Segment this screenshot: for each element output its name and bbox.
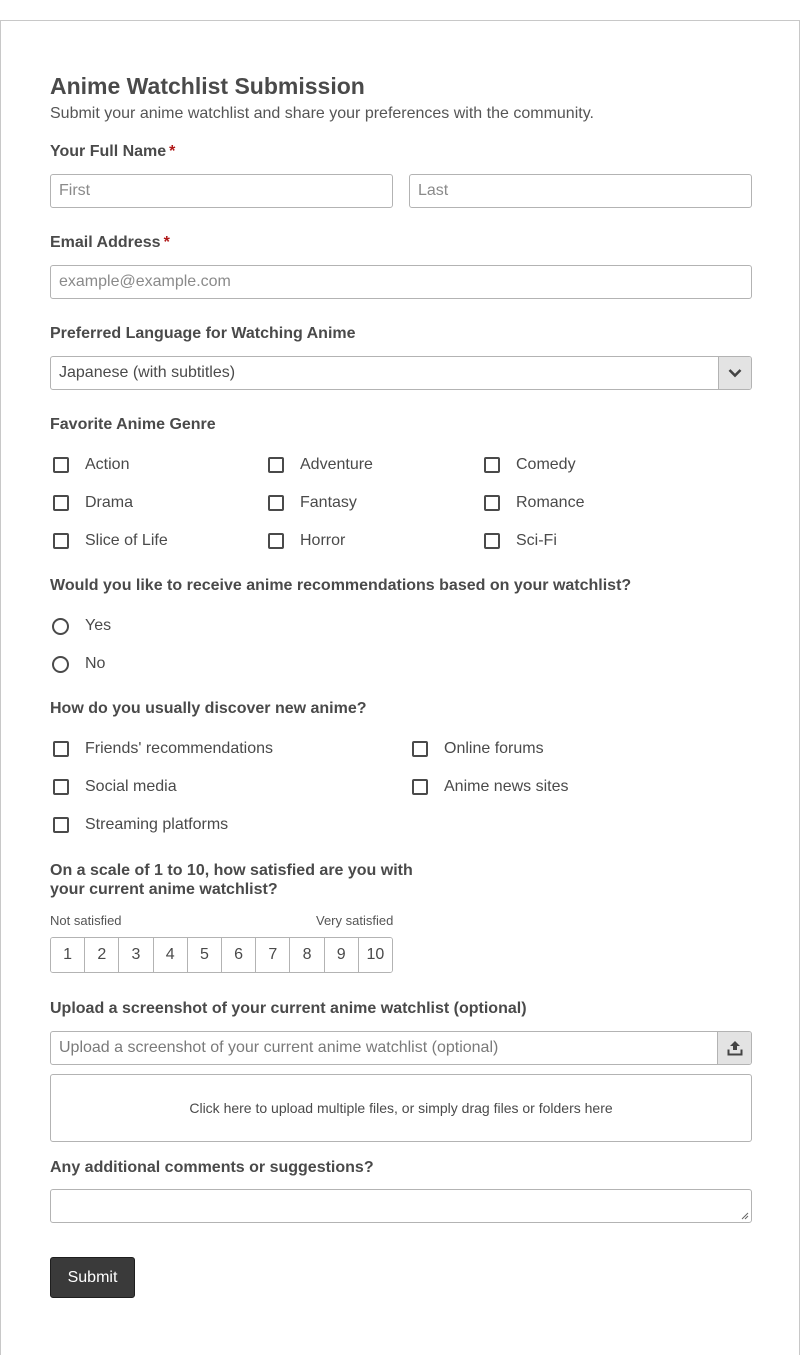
chevron-down-icon[interactable] [718, 357, 751, 389]
discover-label: How do you usually discover new anime? [50, 700, 367, 717]
option-label: Horror [300, 532, 346, 549]
discover-option-social-media[interactable] [53, 776, 177, 798]
scale-option-5[interactable]: 5 [188, 938, 222, 972]
radio-button[interactable] [52, 618, 69, 635]
checkbox[interactable] [484, 495, 500, 511]
scale-option-6[interactable]: 6 [222, 938, 256, 972]
checkbox[interactable] [484, 457, 500, 473]
form-container [0, 20, 800, 1355]
last-name-input[interactable] [409, 174, 752, 208]
checkbox[interactable] [53, 741, 69, 757]
comments-textarea[interactable] [50, 1189, 752, 1223]
scale-option-7[interactable]: 7 [256, 938, 290, 972]
scale-max-label: Very satisfied [316, 913, 394, 928]
satisfaction-label-line: your current anime watchlist? [50, 881, 278, 898]
option-label: Comedy [516, 456, 576, 473]
option-label: Yes [85, 617, 112, 634]
option-label: No [85, 655, 106, 672]
genre-option-romance[interactable] [484, 492, 584, 514]
option-label: Sci-Fi [516, 532, 557, 549]
upload-placeholder: Upload a screenshot of your current anime watchlist (optional) [59, 1039, 499, 1056]
form-subtitle: Submit your anime watchlist and share your preferences with the community. [50, 105, 594, 122]
satisfaction-scale [50, 937, 393, 973]
form-title: Anime Watchlist Submission [50, 73, 365, 99]
upload-label: Upload a screenshot of your current anime watchlist (optional) [50, 1000, 527, 1017]
scale-option-8[interactable]: 8 [290, 938, 324, 972]
genre-label: Favorite Anime Genre [50, 416, 216, 433]
scale-option-10[interactable]: 10 [359, 938, 392, 972]
genre-option-slice-of-life[interactable] [53, 530, 168, 552]
language-selected-value: Japanese (with subtitles) [59, 364, 236, 381]
option-label: Streaming platforms [85, 816, 229, 833]
option-label: Adventure [300, 456, 373, 473]
submit-button[interactable]: Submit [50, 1257, 135, 1298]
checkbox[interactable] [53, 533, 69, 549]
full-name-label [50, 143, 175, 161]
genre-option-fantasy[interactable] [268, 492, 357, 514]
checkbox[interactable] [53, 779, 69, 795]
discover-option-online-forums[interactable] [412, 738, 544, 760]
checkbox[interactable] [53, 817, 69, 833]
checkbox[interactable] [53, 495, 69, 511]
recommendations-option-yes[interactable] [52, 615, 111, 637]
checkbox[interactable] [412, 779, 428, 795]
option-label: Anime news sites [444, 778, 569, 795]
upload-icon[interactable] [717, 1032, 751, 1064]
scale-option-9[interactable]: 9 [325, 938, 359, 972]
scale-min-label: Not satisfied [50, 913, 122, 928]
genre-option-sci-fi[interactable] [484, 530, 557, 552]
file-dropzone[interactable]: Click here to upload multiple files, or simply drag files or folders here [50, 1074, 752, 1142]
checkbox[interactable] [268, 533, 284, 549]
required-mark: * [163, 234, 170, 251]
genre-option-drama[interactable] [53, 492, 133, 514]
scale-option-2[interactable]: 2 [85, 938, 119, 972]
checkbox[interactable] [268, 495, 284, 511]
discover-option-friends[interactable] [53, 738, 273, 760]
resize-grip-icon[interactable] [741, 1212, 749, 1220]
email-label [50, 234, 170, 252]
checkbox[interactable] [268, 457, 284, 473]
comments-label: Any additional comments or suggestions? [50, 1159, 374, 1176]
option-label: Fantasy [300, 494, 357, 511]
checkbox[interactable] [53, 457, 69, 473]
option-label: Romance [516, 494, 585, 511]
required-mark: * [169, 143, 176, 160]
genre-option-action[interactable] [53, 454, 129, 476]
discover-option-anime-news[interactable] [412, 776, 569, 798]
language-select[interactable] [50, 356, 752, 390]
email-label-text: Email Address [50, 234, 161, 251]
option-label: Social media [85, 778, 177, 795]
scale-option-4[interactable]: 4 [154, 938, 188, 972]
first-name-input[interactable] [50, 174, 393, 208]
recommendations-option-no[interactable] [52, 653, 105, 675]
option-label: Slice of Life [85, 532, 168, 549]
genre-option-comedy[interactable] [484, 454, 576, 476]
checkbox[interactable] [484, 533, 500, 549]
genre-option-horror[interactable] [268, 530, 345, 552]
checkbox[interactable] [412, 741, 428, 757]
language-label: Preferred Language for Watching Anime [50, 325, 356, 342]
genre-option-adventure[interactable] [268, 454, 373, 476]
option-label: Friends' recommendations [85, 740, 274, 757]
satisfaction-label [50, 861, 413, 899]
recommendations-label: Would you like to receive anime recommendations based on your watchlist? [50, 577, 632, 594]
option-label: Action [85, 456, 130, 473]
discover-option-streaming[interactable] [53, 814, 228, 836]
scale-option-3[interactable]: 3 [119, 938, 153, 972]
option-label: Online forums [444, 740, 544, 757]
email-input[interactable] [50, 265, 752, 299]
satisfaction-label-line: On a scale of 1 to 10, how satisfied are you with [50, 862, 413, 879]
upload-input[interactable] [50, 1031, 752, 1065]
full-name-label-text: Your Full Name [50, 143, 167, 160]
radio-button[interactable] [52, 656, 69, 673]
scale-option-1[interactable]: 1 [51, 938, 85, 972]
option-label: Drama [85, 494, 134, 511]
